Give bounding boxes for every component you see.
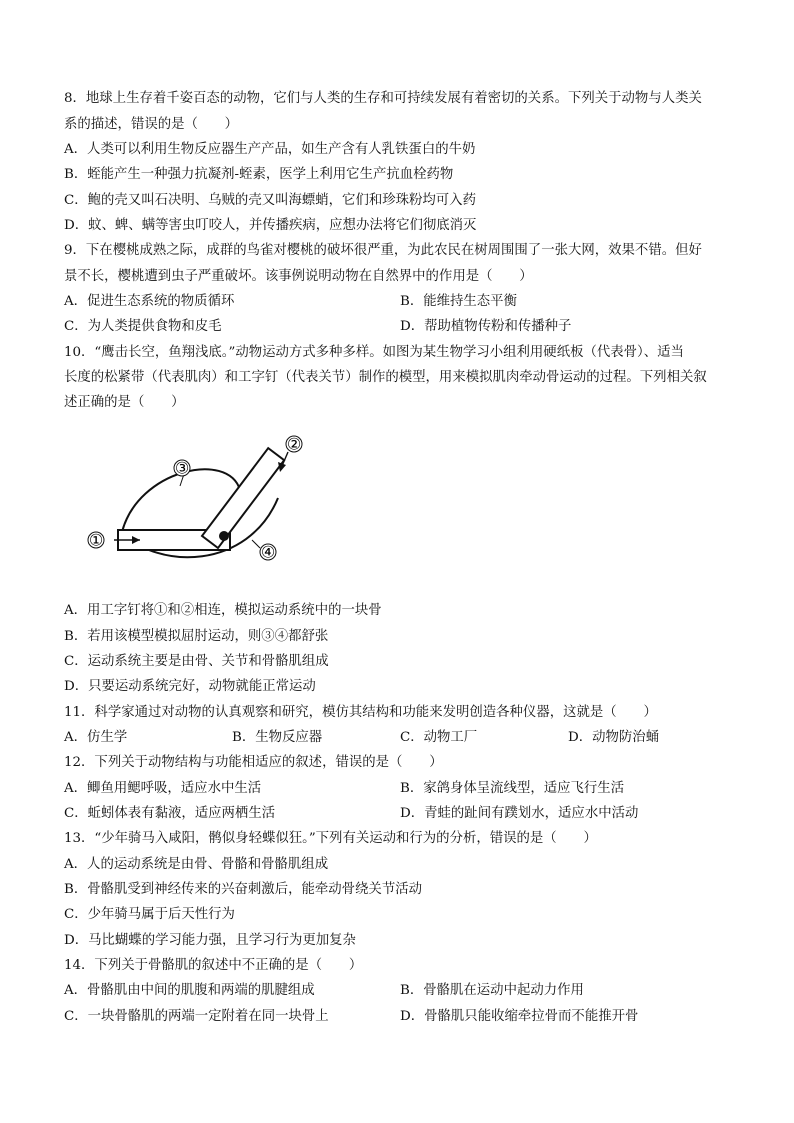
q11-option-b: B．生物反应器	[232, 730, 323, 745]
q8-option-d: D．蚊、蜱、螨等害虫叮咬人，并传播疾病，应想办法将它们彻底消灭	[64, 218, 477, 233]
q11-option-c: C．动物工厂	[400, 730, 478, 745]
figure-label-2: ②	[286, 434, 302, 454]
q12-option-d: D．青蛙的趾间有蹼划水，适应水中活动	[400, 806, 639, 821]
q11-option-a: A．仿生学	[64, 730, 128, 745]
q8-stem-line-2: 系的描述，错误的是（ ）	[64, 117, 239, 132]
q12-stem: 12．下列关于动物结构与功能相适应的叙述，错误的是（ ）	[64, 755, 443, 770]
q11-option-d: D．动物防治蛹	[568, 730, 660, 745]
q8-option-c: C．鲍的壳又叫石决明、乌贼的壳又叫海螵蛸，它们和珍珠粉均可入药	[64, 193, 476, 208]
board-2-shape	[202, 448, 284, 548]
q9-stem-line-2: 景不长，樱桃遭到虫子严重破坏。该事例说明动物在自然界中的作用是（ ）	[64, 269, 533, 284]
figure-label-3: ③	[174, 458, 190, 478]
q14-stem: 14．下列关于骨骼肌的叙述中不正确的是（ ）	[64, 958, 363, 973]
q10-option-b: B．若用该模型模拟屈肘运动，则③④都舒张	[64, 629, 329, 644]
q10-option-c: C．运动系统主要是由骨、关节和骨骼肌组成	[64, 654, 329, 669]
q13-stem: 13．“少年骑马入咸阳，鹘似身轻蝶似狂。”下列有关运动和行为的分析，错误的是（ ）	[64, 831, 597, 846]
q13-option-d: D．马比蝴蝶的学习能力强，且学习行为更加复杂	[64, 933, 356, 948]
q13-option-c: C．少年骑马属于后天性行为	[64, 907, 235, 922]
q9-stem-line-1: 9．下在樱桃成熟之际，成群的鸟雀对樱桃的破坏很严重，为此农民在树周围围了一张大网，效果不错。但好	[64, 243, 702, 258]
q8-option-b: B．蛭能产生一种强力抗凝剂-蛭素，医学上利用它生产抗血栓药物	[64, 167, 454, 182]
q14-option-d: D．骨骼肌只能收缩牵拉骨而不能推开骨	[400, 1009, 639, 1024]
q12-option-a: A．鲫鱼用鳃呼吸，适应水中生活	[64, 781, 262, 796]
q9-option-d: D．帮助植物传粉和传播种子	[400, 319, 572, 334]
q12-option-b: B．家鸽身体呈流线型，适应飞行生活	[400, 781, 625, 796]
q11-stem: 11．科学家通过对动物的认真观察和研究，模仿其结构和功能来发明创造各种仪器，这就是（ ）	[64, 705, 657, 720]
q10-option-d: D．只要运动系统完好，动物就能正常运动	[64, 679, 316, 694]
figure-label-4: ④	[260, 542, 276, 562]
q14-option-c: C．一块骨骼肌的两端一定附着在同一块骨上	[64, 1009, 329, 1024]
q10-stem-line-3: 述正确的是（ ）	[64, 395, 185, 410]
joint-pin-shape	[219, 531, 229, 541]
q14-option-a: A．骨骼肌由中间的肌腹和两端的肌腱组成	[64, 983, 315, 998]
muscle-bone-model-figure	[78, 430, 308, 580]
q10-stem-line-1: 10．“鹰击长空，鱼翔浅底。”动物运动方式多种多样。如图为某生物学习小组利用硬纸板（代表骨）、适当	[64, 345, 684, 360]
q10-stem-line-2: 长度的松紧带（代表肌肉）和工字钉（代表关节）制作的模型，用来模拟肌肉牵动骨运动的过程。下列相关叙	[64, 370, 707, 385]
q12-option-c: C．蚯蚓体表有黏液，适应两栖生活	[64, 806, 276, 821]
q8-option-a: A．人类可以利用生物反应器生产产品，如生产含有人乳铁蛋白的牛奶	[64, 142, 476, 157]
q14-option-b: B．骨骼肌在运动中起动力作用	[400, 983, 584, 998]
q9-option-b: B．能维持生态平衡	[400, 294, 517, 309]
q8-stem-line-1: 8．地球上生存着千姿百态的动物，它们与人类的生存和可持续发展有着密切的关系。下列关于动物与人类关	[64, 91, 702, 106]
q9-option-c: C．为人类提供食物和皮毛	[64, 319, 222, 334]
q13-option-b: B．骨骼肌受到神经传来的兴奋刺激后，能牵动骨绕关节活动	[64, 882, 422, 897]
q9-option-a: A．促进生态系统的物质循环	[64, 294, 235, 309]
q13-option-a: A．人的运动系统是由骨、骨骼和骨骼肌组成	[64, 857, 329, 872]
figure-label-1: ①	[88, 530, 104, 550]
q10-option-a: A．用工字钉将①和②相连，模拟运动系统中的一块骨	[64, 603, 382, 618]
